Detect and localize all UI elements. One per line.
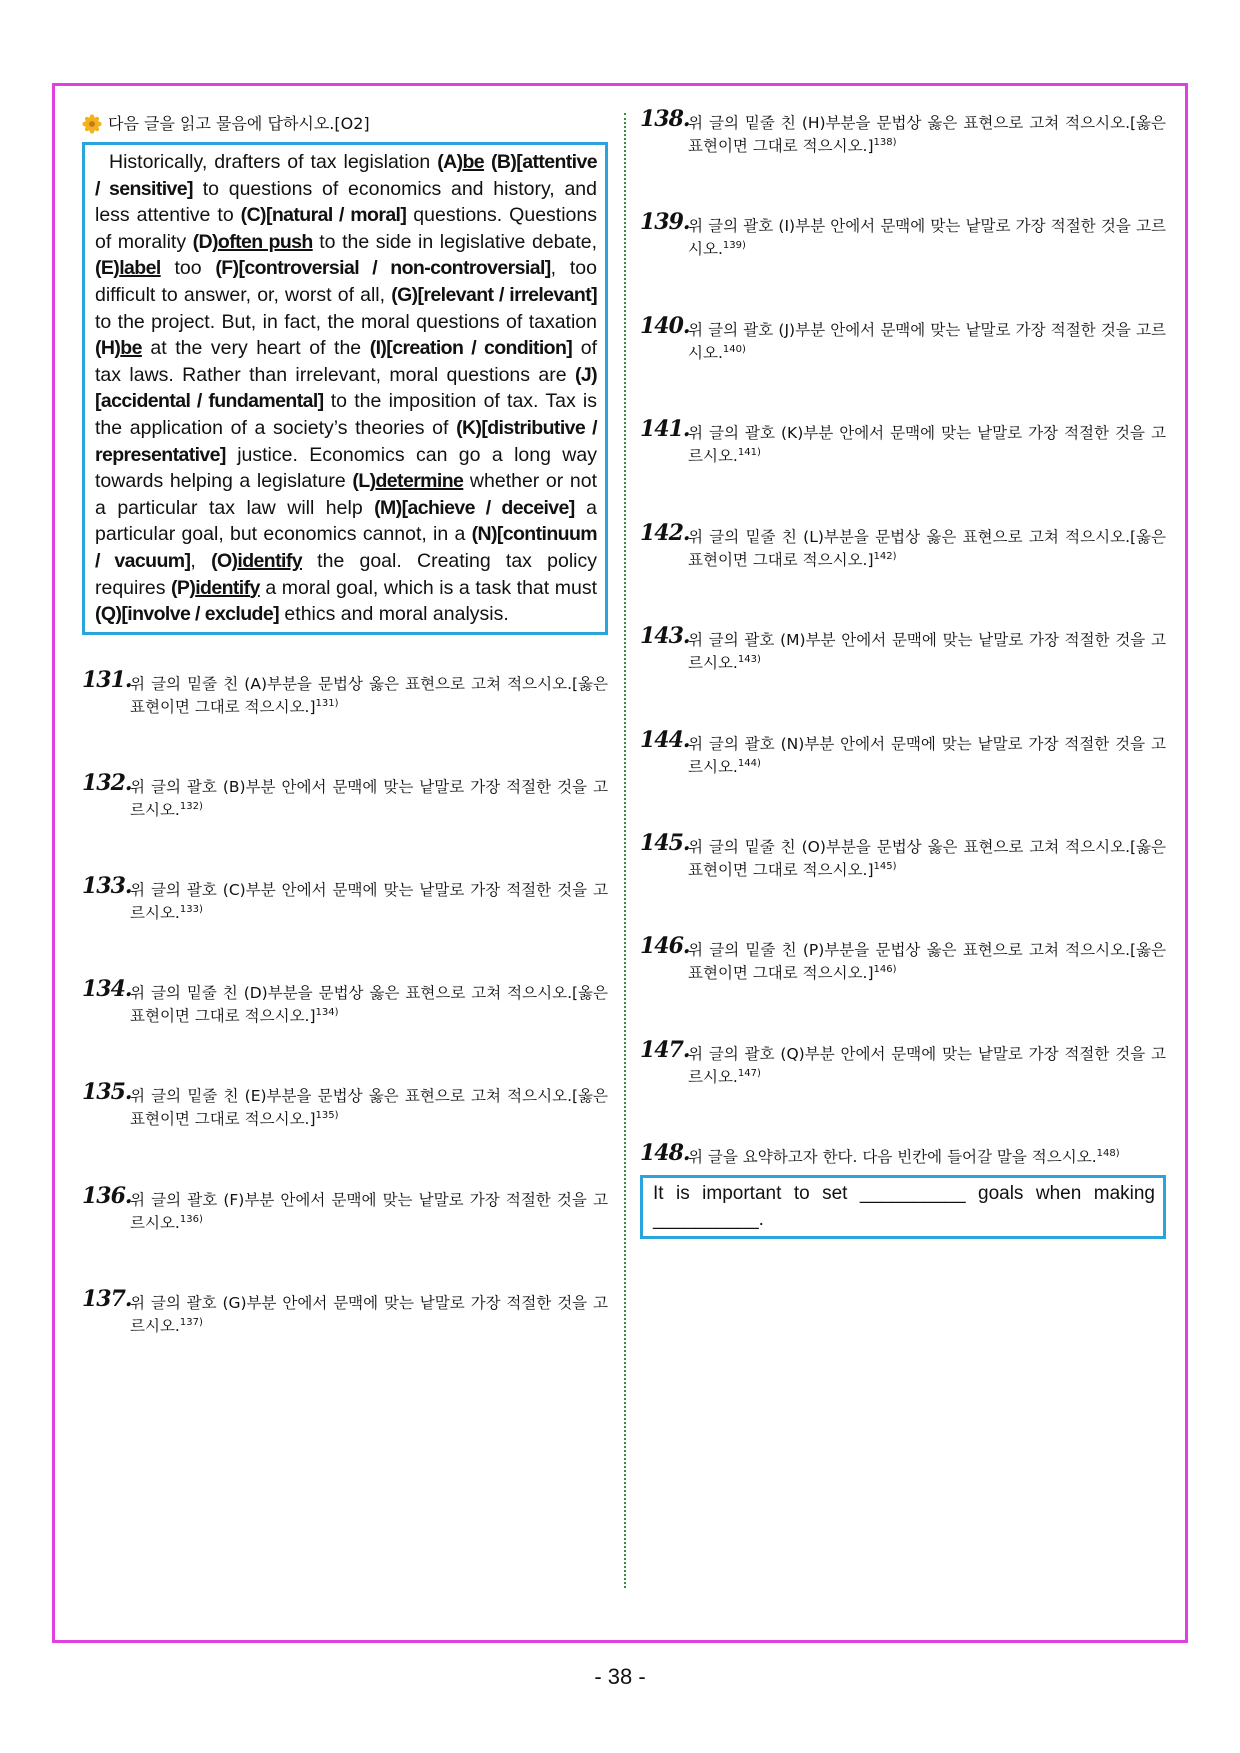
underlined-target: identify — [237, 549, 302, 572]
passage-text-segment: to questions of economics and history, and less attentive to — [95, 177, 597, 227]
question-number: 141. — [640, 416, 690, 442]
column-divider — [624, 113, 626, 1588]
passage-bold-segment — [119, 257, 160, 279]
underlined-target: often push — [217, 230, 313, 253]
passage-bold-segment — [462, 151, 484, 173]
passage-bold-segment: (B)[attentive / sensitive] — [95, 151, 597, 200]
question-text: 위 글의 밑줄 친 (O)부분을 문법상 옳은 표현으로 고쳐 적으시오.[옳은 표현이면 그대로 적으시오.] — [688, 838, 1166, 879]
question-131 — [82, 666, 608, 719]
question-145 — [640, 830, 1166, 882]
question-number: 137. — [82, 1285, 132, 1312]
question-142 — [640, 520, 1166, 572]
footnote-ref: 142) — [873, 550, 897, 562]
passage-bold-segment — [376, 470, 464, 492]
question-text: 위 글의 괄호 (N)부분 안에서 문맥에 맞는 낱말로 가장 적절한 것을 고르시오. — [688, 735, 1166, 776]
question-144 — [640, 727, 1166, 779]
footnote-ref: 132) — [179, 800, 203, 812]
question-number: 139. — [640, 209, 690, 235]
flower-icon — [82, 114, 102, 134]
passage-bold-segment — [120, 337, 142, 359]
footnote-ref: 135) — [315, 1109, 339, 1121]
passage-text-segment: a particular goal, but economics cannot, in a — [95, 496, 597, 546]
question-text: 위 글의 괄호 (J)부분 안에서 문맥에 맞는 낱말로 가장 적절한 것을 고르시오. — [688, 321, 1166, 362]
passage-text-segment: the goal. Creating tax policy requires — [95, 549, 597, 599]
footnote-ref: 143) — [737, 653, 761, 665]
question-number: 145. — [640, 830, 690, 856]
question-number: 144. — [640, 727, 690, 753]
passage-text-segment: , too difficult to answer, or, worst of all, — [95, 257, 597, 306]
passage-bold-segment: (K)[distributive / representative] — [95, 416, 597, 466]
question-135 — [82, 1078, 608, 1131]
question-146 — [640, 933, 1166, 985]
passage-text-segment: of tax laws. Rather than irrelevant, moral questions are — [95, 337, 598, 386]
question-text: 위 글의 괄호 (K)부분 안에서 문맥에 맞는 낱말로 가장 적절한 것을 고르시오. — [688, 424, 1166, 465]
footnote-ref: 141) — [737, 446, 761, 458]
footnote-ref: 145) — [873, 860, 897, 872]
question-138 — [640, 106, 1166, 158]
question-text: 위 글을 요약하고자 한다. 다음 빈칸에 들어갈 말을 적으시오. — [688, 1148, 1097, 1166]
question-number: 146. — [640, 933, 690, 959]
question-text: 위 글의 밑줄 친 (D)부분을 문법상 옳은 표현으로 고쳐 적으시오.[옳은 표현이면 그대로 적으시오.] — [130, 983, 608, 1025]
question-number: 131. — [82, 666, 132, 693]
question-text: 위 글의 괄호 (C)부분 안에서 문맥에 맞는 낱말로 가장 적절한 것을 고르시오. — [130, 880, 608, 922]
page-number: - 38 - — [594, 1664, 646, 1689]
question-133 — [82, 872, 608, 925]
instruction-text: 다음 글을 읽고 물음에 답하시오.[O2] — [108, 114, 370, 133]
question-text: 위 글의 괄호 (Q)부분 안에서 문맥에 맞는 낱말로 가장 적절한 것을 고르시오. — [688, 1045, 1166, 1086]
passage-text-segment: ethics and moral analysis. — [279, 603, 509, 626]
passage-bold-segment — [218, 231, 313, 253]
footnote-ref: 140) — [722, 343, 746, 355]
underlined-target: be — [462, 151, 485, 173]
passage-text-segment: to the project. But, in fact, the moral questions of taxation — [95, 310, 597, 333]
question-text: 위 글의 밑줄 친 (L)부분을 문법상 옳은 표현으로 고쳐 적으시오.[옳은 표현이면 그대로 적으시오.] — [688, 528, 1166, 569]
footnote-ref: 147) — [737, 1067, 761, 1079]
question-136 — [82, 1182, 608, 1235]
left-question-list — [82, 666, 608, 1338]
summary-text: It is important to set __________ goals when making __________. — [653, 1183, 1155, 1230]
footnote-ref: 148) — [1096, 1147, 1120, 1159]
footnote-ref: 146) — [873, 963, 897, 975]
footnote-ref: 136) — [179, 1213, 203, 1225]
question-134 — [82, 975, 608, 1028]
passage-bold-segment: (N)[continuum / vacuum] — [95, 523, 597, 572]
passage-bold-segment — [237, 550, 302, 572]
question-number: 142. — [640, 520, 690, 546]
left-column — [82, 112, 608, 1338]
question-text: 위 글의 괄호 (I)부분 안에서 문맥에 맞는 낱말로 가장 적절한 것을 고르시오. — [688, 217, 1166, 258]
question-148 — [640, 1140, 1166, 1169]
question-text: 위 글의 밑줄 친 (H)부분을 문법상 옳은 표현으로 고쳐 적으시오.[옳은 표현이면 그대로 적으시오.] — [688, 114, 1166, 155]
footnote-ref: 139) — [722, 239, 746, 251]
footnote-ref: 138) — [873, 136, 897, 148]
passage-text-segment: too — [160, 257, 216, 280]
question-number: 148. — [640, 1140, 690, 1166]
passage-bold-segment: (D) — [192, 230, 218, 253]
question-number: 132. — [82, 769, 132, 796]
passage-text-segment — [484, 151, 491, 173]
footnote-ref: 133) — [179, 903, 203, 915]
passage-bold-segment: (H) — [95, 337, 121, 360]
instruction-header — [82, 112, 608, 136]
passage-bold-segment: (A) — [437, 151, 463, 173]
question-139 — [640, 209, 1166, 261]
passage-text-segment: to the imposition of tax. Tax is the application of a society’s theories of — [95, 390, 597, 439]
passage-bold-segment: (L) — [352, 470, 376, 493]
passage-bold-segment: (M)[achieve / deceive] — [374, 496, 575, 519]
passage-bold-segment: (C)[natural / moral] — [240, 204, 407, 227]
passage-bold-segment: (J)[accidental / fundamental] — [95, 363, 597, 413]
question-132 — [82, 769, 608, 822]
question-text: 위 글의 괄호 (M)부분 안에서 문맥에 맞는 낱말로 가장 적절한 것을 고르시오. — [688, 631, 1166, 672]
question-number: 138. — [640, 106, 690, 132]
question-text: 위 글의 밑줄 친 (E)부분을 문법상 옳은 표현으로 고쳐 적으시오.[옳은 표현이면 그대로 적으시오.] — [130, 1086, 608, 1128]
question-text: 위 글의 괄호 (G)부분 안에서 문맥에 맞는 낱말로 가장 적절한 것을 고르시오. — [130, 1293, 608, 1335]
question-140 — [640, 313, 1166, 365]
passage-text-segment: Historically, drafters of tax legislation — [109, 151, 438, 173]
question-143 — [640, 623, 1166, 675]
question-number: 134. — [82, 975, 132, 1002]
footnote-ref: 137) — [179, 1316, 203, 1328]
underlined-target: identify — [195, 576, 260, 599]
passage-text-segment: to the side in legislative debate, — [312, 230, 598, 253]
passage-bold-segment: (G)[relevant / irrelevant] — [391, 283, 597, 306]
footnote-ref: 131) — [315, 697, 339, 709]
passage-text-segment: justice. Economics can go a long way towards helping a legislature — [95, 443, 597, 493]
question-number: 135. — [82, 1078, 132, 1105]
passage-bold-segment: (Q)[involve / exclude] — [95, 603, 280, 626]
question-text: 위 글의 밑줄 친 (A)부분을 문법상 옳은 표현으로 고쳐 적으시오.[옳은 표현이면 그대로 적으시오.] — [130, 674, 608, 716]
passage-bold-segment — [195, 577, 260, 599]
question-137 — [82, 1285, 608, 1338]
question-141 — [640, 416, 1166, 468]
passage-bold-segment: (E) — [95, 257, 120, 280]
passage-box — [82, 142, 608, 635]
question-number: 133. — [82, 872, 132, 899]
summary-box — [640, 1175, 1166, 1239]
question-text: 위 글의 괄호 (F)부분 안에서 문맥에 맞는 낱말로 가장 적절한 것을 고르시오. — [130, 1190, 608, 1232]
question-text: 위 글의 밑줄 친 (P)부분을 문법상 옳은 표현으로 고쳐 적으시오.[옳은 표현이면 그대로 적으시오.] — [688, 941, 1166, 982]
right-question-list — [640, 106, 1166, 1169]
passage-bold-segment: (O) — [211, 549, 238, 572]
passage-bold-segment: (I)[creation / condition] — [369, 337, 573, 360]
passage-text-segment: whether or not a particular tax law will help — [95, 470, 597, 519]
question-number: 147. — [640, 1037, 690, 1063]
passage-bold-segment: (P) — [171, 576, 196, 599]
underlined-target: determine — [375, 470, 464, 493]
question-147 — [640, 1037, 1166, 1089]
underlined-target: be — [120, 337, 142, 360]
right-column — [640, 106, 1166, 1239]
passage-bold-segment: (F)[controversial / non-controversial] — [215, 257, 551, 280]
underlined-target: label — [119, 257, 161, 280]
question-number: 143. — [640, 623, 690, 649]
passage-text-segment: , — [190, 549, 212, 572]
passage-text-segment: at the very heart of the — [141, 337, 370, 360]
footnote-ref: 134) — [315, 1006, 339, 1018]
question-number: 136. — [82, 1182, 132, 1209]
passage-text-segment: a moral goal, which is a task that must — [259, 576, 597, 599]
footnote-ref: 144) — [737, 757, 761, 769]
passage-text-segment: questions. Questions of morality — [95, 204, 597, 253]
question-number: 140. — [640, 313, 690, 339]
question-text: 위 글의 괄호 (B)부분 안에서 문맥에 맞는 낱말로 가장 적절한 것을 고르시오. — [130, 777, 608, 819]
